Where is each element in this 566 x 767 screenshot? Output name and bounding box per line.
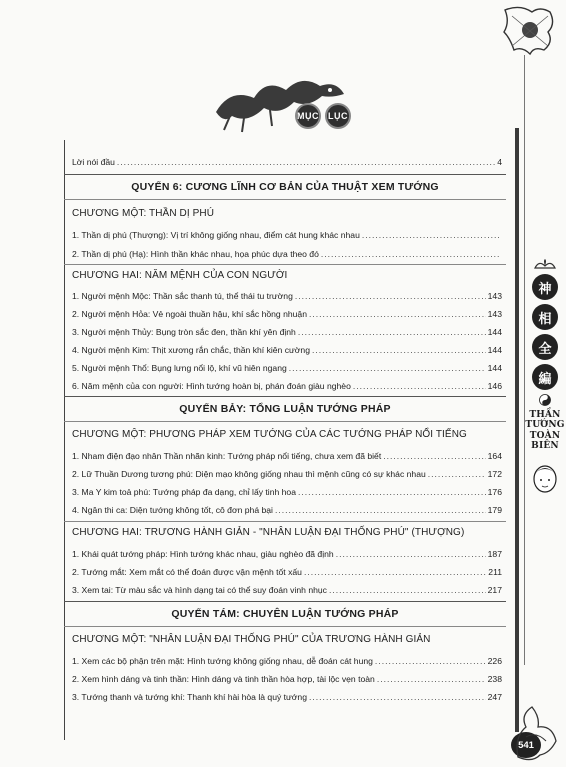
toc-entry: 1. Nham điện đạo nhân Thần nhãn kinh: Tướng pháp nổi tiếng, chưa xem đã biết ..... 164 — [72, 451, 502, 461]
separator — [64, 264, 506, 265]
separator — [64, 396, 506, 397]
corner-ornament-icon — [510, 697, 562, 763]
chapter-title: CHƯƠNG MỘT: "NHÂN LUẬN ĐẠI THỐNG PHÚ" CỦA TRƯƠNG HÀNH GIẢN — [72, 634, 431, 645]
toc-entry: 1. Người mệnh Mộc: Thần sắc thanh tú, thể thái tu trường ..... 143 — [72, 291, 502, 301]
sage-portrait-icon — [530, 463, 560, 497]
toc-entry: 2. Tướng mắt: Xem mắt có thể đoán được vận mệnh tốt xấu ..... 211 — [72, 567, 502, 577]
chapter-title: CHƯƠNG MỘT: THẦN DỊ PHÚ — [72, 208, 215, 219]
page-number: 541 — [511, 732, 541, 758]
vertical-rule — [524, 55, 525, 665]
separator — [64, 626, 506, 627]
corner-ornament-icon — [500, 2, 560, 62]
chapter-title: CHƯƠNG HAI: NĂM MỆNH CỦA CON NGƯỜI — [72, 270, 288, 281]
separator — [64, 174, 506, 175]
toc-entry: 2. Xem hình dáng và tinh thần: Hình dáng và tinh thần hòa hợp, tài lộc vẹn toàn ..... 238 — [72, 674, 502, 684]
chapter-title: CHƯƠNG MỘT: PHƯƠNG PHÁP XEM TƯỚNG CỦA CÁC TƯỚNG PHÁP NỔI TIẾNG — [72, 429, 467, 440]
toc-entry: 2. Người mệnh Hỏa: Vẻ ngoài thuần hậu, khí sắc hồng nhuận ..... 143 — [72, 309, 502, 319]
page-title — [295, 103, 351, 129]
chapter-title: CHƯƠNG HAI: TRƯƠNG HÀNH GIẢN - "NHÂN LUẬN ĐẠI THỐNG PHÚ" (THƯỢNG) — [72, 527, 465, 538]
toc-entry: 2. Thần dị phú (Hạ): Hình thần khác nhau, họa phúc dựa theo đó ..... — [72, 249, 502, 259]
toc-entry: 3. Người mệnh Thủy: Bụng tròn sắc đen, thần khí yên định ..... 144 — [72, 327, 502, 337]
separator — [64, 601, 506, 602]
title-char: 編 — [532, 364, 558, 390]
part-title: QUYỂN BẢY: TỔNG LUẬN TƯỚNG PHÁP — [179, 403, 391, 415]
lotus-icon — [533, 258, 557, 270]
toc-entry: 3. Xem tai: Từ màu sắc và hình dạng tai có thể suy đoán vinh nhục ..... 217 — [72, 585, 502, 595]
separator — [64, 521, 506, 522]
toc-entry: 4. Ngân thi ca: Diện tướng không tốt, cô đơn phá bại ..... 179 — [72, 505, 502, 515]
toc-entry: 1. Xem các bộ phận trên mặt: Hình tướng không giống nhau, dễ đoán cát hung ..... 226 — [72, 656, 502, 666]
toc-entry: 1. Thần dị phú (Thượng): Vị trí không giống nhau, điểm cát hung khác nhau ..... — [72, 230, 502, 240]
title-char: 神 — [532, 274, 558, 300]
title-char: 全 — [532, 334, 558, 360]
toc-entry: 2. Lữ Thuần Dương tương phú: Diện mạo không giống nhau thì mệnh cũng có sự khác nhau ..... 172 — [72, 469, 502, 479]
part-title: QUYỂN 6: CƯƠNG LĨNH CƠ BẢN CỦA THUẬT XEM TƯỚNG — [131, 181, 439, 193]
separator — [64, 199, 506, 200]
toc-entry: 5. Người mệnh Thổ: Bụng lưng nổi lộ, khí vũ hiên ngang ..... 144 — [72, 363, 502, 373]
book-title-transliteration: THẦN TƯỚNG TOÀN BIÊN — [525, 410, 565, 452]
title-char: 相 — [532, 304, 558, 330]
yin-yang-icon — [539, 394, 551, 406]
title-part-2: LỤC — [325, 103, 351, 129]
toc-entry: 4. Người mệnh Kim: Thịt xương rắn chắc, thần khí kiên cường ..... 144 — [72, 345, 502, 355]
toc-entry: 6. Năm mệnh của con người: Hình tướng hoàn bị, phán đoán giàu nghèo ..... 146 — [72, 381, 502, 391]
vertical-bar — [515, 128, 519, 732]
book-title-sidebar — [525, 258, 565, 497]
toc-entry: 1. Khái quát tướng pháp: Hình tướng khác nhau, giàu nghèo đã định ..... 187 — [72, 549, 502, 559]
toc-entry: 3. Ma Y kim toả phú: Tướng pháp đa dạng, chỉ lấy tinh hoa ..... 176 — [72, 487, 502, 497]
toc-entry: 3. Tướng thanh và tướng khí: Thanh khí hài hòa là quý tướng ..... 247 — [72, 692, 502, 702]
part-title: QUYỂN TÁM: CHUYÊN LUẬN TƯỚNG PHÁP — [171, 608, 399, 620]
toc-entry-preface: Lời nói đầu ..... 4 — [72, 157, 502, 167]
title-part-1: MỤC — [295, 103, 321, 129]
separator — [64, 421, 506, 422]
